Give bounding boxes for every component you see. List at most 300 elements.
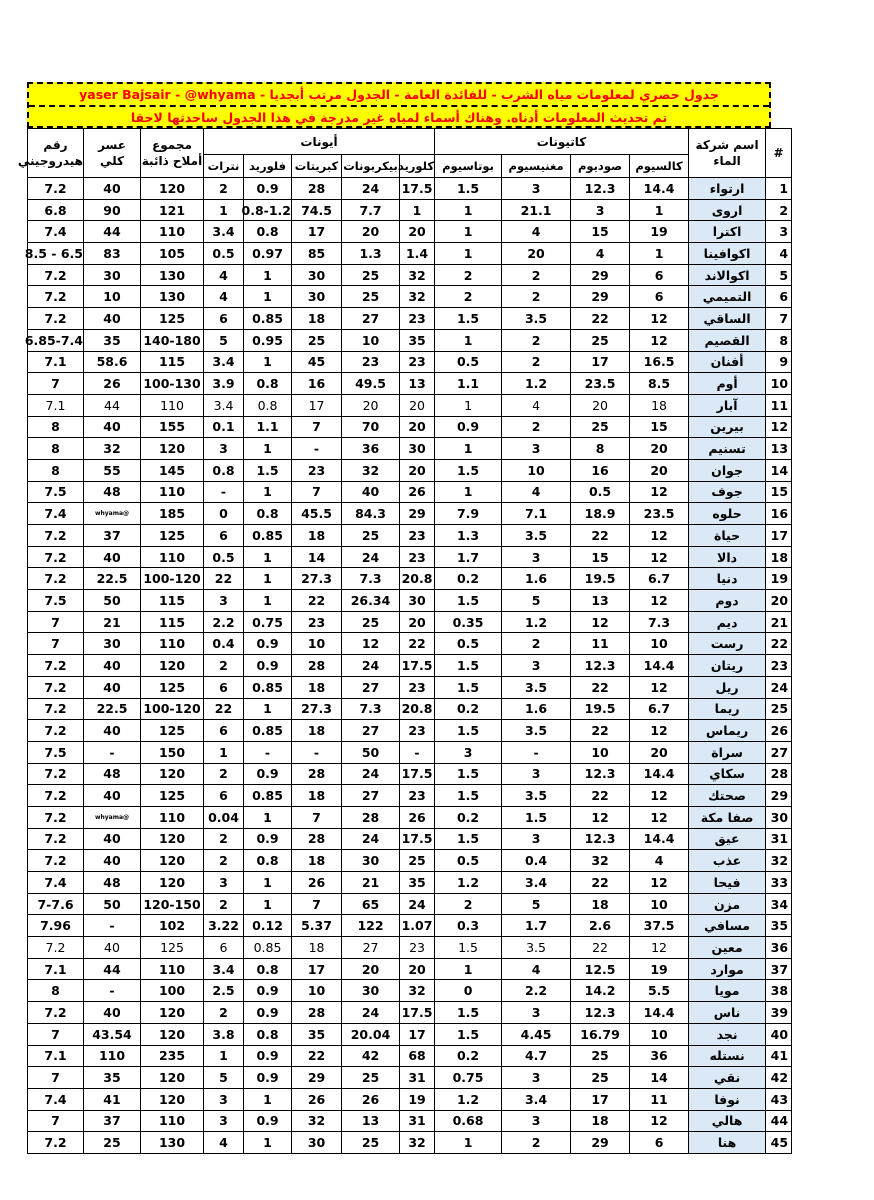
cell-potassium: 1.2 [435,1088,502,1110]
cell-sulfate: 18 [292,676,342,698]
cell-bicarbonate: 30 [342,850,400,872]
cell-chloride: 26 [400,481,435,503]
cell-nitrate: 3.4 [204,221,244,243]
cell-potassium: 0.2 [435,698,502,720]
cell-potassium: 1.2 [435,872,502,894]
cell-ph: 7.2 [28,308,84,330]
cell-nitrate: 0.8 [204,459,244,481]
table-row [28,720,792,742]
cell-fluoride: 1 [244,568,292,590]
company-name: مزن [689,893,766,915]
row-number: 18 [766,546,792,568]
company-name: نوفا [689,1088,766,1110]
cell-potassium: 1.5 [435,720,502,742]
cell-bicarbonate: 25 [342,611,400,633]
cell-calcium: 6.7 [630,568,689,590]
cell-nitrate: 5 [204,329,244,351]
cell-fluoride: 0.9 [244,1067,292,1089]
cell-sodium: 18 [571,893,630,915]
cell-potassium: 1.5 [435,178,502,200]
company-name: مسافي [689,915,766,937]
row-number: 2 [766,199,792,221]
cell-chloride: 68 [400,1045,435,1067]
cell-potassium: 2 [435,264,502,286]
cell-ph: 7 [28,633,84,655]
cell-nitrate: 3 [204,1110,244,1132]
cell-tds: 110 [141,806,204,828]
cell-tds: 115 [141,351,204,373]
cell-ph: 7.2 [28,546,84,568]
cell-potassium: 1.3 [435,525,502,547]
cell-tds: 185 [141,503,204,525]
company-name: دالا [689,546,766,568]
cell-bicarbonate: 70 [342,416,400,438]
row-number: 16 [766,503,792,525]
cell-magnesium: 5 [502,590,571,612]
cell-sodium: 22 [571,676,630,698]
cell-tds: 120 [141,872,204,894]
cell-fluoride: 0.9 [244,1110,292,1132]
cell-fluoride: 0.9 [244,828,292,850]
cell-potassium: 7.9 [435,503,502,525]
row-number: 21 [766,611,792,633]
cell-magnesium: 3.5 [502,720,571,742]
cell-tds: 120 [141,1088,204,1110]
cell-sulfate: 28 [292,178,342,200]
cell-calcium: 15 [630,416,689,438]
cell-sulfate: 26 [292,1088,342,1110]
cell-sulfate: 28 [292,763,342,785]
cell-tds: 140-180 [141,329,204,351]
cell-sulfate: - [292,438,342,460]
company-name: ريل [689,676,766,698]
cell-ph: 7.2 [28,178,84,200]
cell-sodium: 29 [571,264,630,286]
cell-ph: 7.1 [28,394,84,416]
table-row [28,459,792,481]
cell-bicarbonate: 20 [342,394,400,416]
cell-magnesium: 3.5 [502,525,571,547]
table-row [28,546,792,568]
cell-calcium: 10 [630,1023,689,1045]
banner-update-note: تم تحديث المعلومات أدناه. وهناك أسماء لمياه غير مدرجة في هذا الجدول ساحدثها لاحقا [130,110,668,125]
cell-sulfate: 30 [292,264,342,286]
cell-fluoride: 1 [244,893,292,915]
cell-sulfate: 27.3 [292,568,342,590]
cell-nitrate: 2.2 [204,611,244,633]
cell-sodium: 17 [571,1088,630,1110]
cell-hardness: 21 [84,611,141,633]
company-name: اكوالاند [689,264,766,286]
cell-calcium: 11 [630,1088,689,1110]
cell-ph: 7.2 [28,655,84,677]
cell-chloride: 23 [400,308,435,330]
header-tds: مجموع أملاح ذائبة [141,129,204,178]
cell-chloride: 23 [400,720,435,742]
cell-sodium: 19.5 [571,568,630,590]
cell-magnesium: 3 [502,828,571,850]
company-name: ريماس [689,720,766,742]
cell-sodium: 2.6 [571,915,630,937]
company-name: معين [689,937,766,959]
company-name: أفنان [689,351,766,373]
cell-calcium: 14 [630,1067,689,1089]
table-row [28,351,792,373]
cell-hardness: - [84,741,141,763]
cell-potassium: 0.2 [435,568,502,590]
cell-tds: 155 [141,416,204,438]
cell-tds: 121 [141,199,204,221]
cell-bicarbonate: 12 [342,633,400,655]
company-name: ريتان [689,655,766,677]
cell-potassium: 0 [435,980,502,1002]
cell-sodium: 3 [571,199,630,221]
company-name: سراة [689,741,766,763]
cell-ph: 8 [28,416,84,438]
cell-potassium: 1.5 [435,937,502,959]
cell-magnesium: 3 [502,546,571,568]
header-nitrate: نترات [204,155,244,178]
table-row [28,438,792,460]
cell-hardness: 40 [84,676,141,698]
cell-nitrate: 4 [204,264,244,286]
cell-calcium: 6 [630,1132,689,1154]
cell-fluoride: 0.85 [244,785,292,807]
cell-potassium: 1.1 [435,373,502,395]
cell-nitrate: 22 [204,568,244,590]
cell-ph: 8 [28,438,84,460]
cell-sodium: 22 [571,720,630,742]
cell-potassium: 1.5 [435,763,502,785]
cell-ph: 7.5 [28,590,84,612]
cell-nitrate: 3.4 [204,351,244,373]
cell-calcium: 12 [630,872,689,894]
cell-ph: 6.5 - 8.5 [28,243,84,265]
company-name: آبار [689,394,766,416]
company-name: حلوه [689,503,766,525]
header-company: اسم شركة الماء [689,129,766,178]
cell-sodium: 25 [571,329,630,351]
cell-magnesium: 0.4 [502,850,571,872]
cell-tds: 120 [141,1023,204,1045]
cell-sodium: 12.3 [571,1002,630,1024]
cell-fluoride: 0.85 [244,676,292,698]
cell-chloride: 29 [400,503,435,525]
cell-potassium: 3 [435,741,502,763]
cell-tds: 125 [141,525,204,547]
cell-fluoride: 1 [244,1132,292,1154]
cell-calcium: 12 [630,806,689,828]
company-name: مويا [689,980,766,1002]
header-magnesium: مغنيسيوم [502,155,571,178]
cell-sulfate: 18 [292,785,342,807]
row-number: 7 [766,308,792,330]
cell-nitrate: 2 [204,828,244,850]
cell-hardness: 40 [84,546,141,568]
cell-chloride: 1 [400,199,435,221]
cell-tds: 105 [141,243,204,265]
row-number: 26 [766,720,792,742]
cell-potassium: 0.35 [435,611,502,633]
cell-sodium: 32 [571,850,630,872]
cell-ph: 7.96 [28,915,84,937]
cell-chloride: 20 [400,459,435,481]
cell-potassium: 2 [435,893,502,915]
company-name: اروى [689,199,766,221]
cell-ph: 7 [28,611,84,633]
cell-potassium: 0.5 [435,633,502,655]
cell-sulfate: 23 [292,611,342,633]
cell-calcium: 1 [630,199,689,221]
cell-fluoride: 1 [244,590,292,612]
cell-magnesium: - [502,741,571,763]
cell-sulfate: 26 [292,872,342,894]
cell-hardness: 37 [84,525,141,547]
cell-tds: 130 [141,1132,204,1154]
cell-calcium: 6.7 [630,698,689,720]
cell-nitrate: 3.9 [204,373,244,395]
cell-chloride: 20 [400,221,435,243]
cell-magnesium: 3 [502,1067,571,1089]
header-cations: كاتيونات [435,129,689,155]
cell-tds: 130 [141,264,204,286]
cell-calcium: 12 [630,546,689,568]
cell-sodium: 15 [571,221,630,243]
cell-potassium: 1.5 [435,676,502,698]
cell-hardness: 43.54 [84,1023,141,1045]
row-number: 10 [766,373,792,395]
table-body [24,178,792,1154]
cell-ph: 7.1 [28,1045,84,1067]
cell-sulfate: 29 [292,1067,342,1089]
table-row [28,676,792,698]
cell-calcium: 16.5 [630,351,689,373]
table-row [28,828,792,850]
cell-hardness: 58.6 [84,351,141,373]
cell-ph: 7.2 [28,763,84,785]
cell-nitrate: 6 [204,937,244,959]
table-row [28,221,792,243]
cell-calcium: 36 [630,1045,689,1067]
cell-magnesium: 3 [502,763,571,785]
table-row [28,1067,792,1089]
cell-magnesium: 3.4 [502,872,571,894]
company-name: ريما [689,698,766,720]
cell-tds: 145 [141,459,204,481]
cell-ph: 7.2 [28,785,84,807]
cell-bicarbonate: 49.5 [342,373,400,395]
table-row [28,568,792,590]
cell-sodium: 22 [571,937,630,959]
cell-ph: 7.2 [28,525,84,547]
cell-calcium: 12 [630,308,689,330]
cell-ph: 7 [28,373,84,395]
cell-potassium: 1.5 [435,1023,502,1045]
company-name: ارتواء [689,178,766,200]
table-row [28,1132,792,1154]
cell-bicarbonate: 24 [342,655,400,677]
cell-calcium: 20 [630,741,689,763]
banner-title: جدول حصري لمعلومات مياه الشرب - للفائدة العامة - الجدول مرتب أبجديا - yaser Bajsair - @whyama [29,84,769,107]
cell-chloride: 23 [400,937,435,959]
cell-hardness: 44 [84,958,141,980]
cell-tds: 150 [141,741,204,763]
cell-chloride: 23 [400,525,435,547]
cell-potassium: 0.3 [435,915,502,937]
cell-fluoride: 1.1 [244,416,292,438]
cell-ph: 7.4 [28,872,84,894]
cell-hardness: 48 [84,872,141,894]
cell-sodium: 15 [571,546,630,568]
cell-nitrate: 0.4 [204,633,244,655]
cell-calcium: 7.3 [630,611,689,633]
cell-chloride: 17 [400,1023,435,1045]
cell-potassium: 0.2 [435,1045,502,1067]
cell-bicarbonate: 122 [342,915,400,937]
header-bicarbonate: بيكربونات [342,155,400,178]
cell-sulfate: 22 [292,1045,342,1067]
cell-ph: 7.2 [28,850,84,872]
company-name: صفا مكة [689,806,766,828]
cell-sodium: 16.79 [571,1023,630,1045]
table-row [28,893,792,915]
cell-tds: 110 [141,394,204,416]
cell-tds: 125 [141,785,204,807]
cell-fluoride: 1 [244,264,292,286]
cell-bicarbonate: 27 [342,720,400,742]
cell-magnesium: 4 [502,958,571,980]
cell-sodium: 23.5 [571,373,630,395]
cell-ph: 7-7.6 [28,893,84,915]
cell-sulfate: 28 [292,1002,342,1024]
cell-hardness: 26 [84,373,141,395]
cell-nitrate: 4 [204,1132,244,1154]
cell-calcium: 19 [630,958,689,980]
cell-bicarbonate: 10 [342,329,400,351]
cell-magnesium: 10 [502,459,571,481]
cell-hardness: 22.5 [84,568,141,590]
cell-sulfate: 23 [292,459,342,481]
table-row [28,915,792,937]
cell-chloride: 25 [400,850,435,872]
cell-hardness: 40 [84,720,141,742]
table-row [28,286,792,308]
cell-chloride: 17.5 [400,763,435,785]
cell-sulfate: 17 [292,394,342,416]
row-number: 17 [766,525,792,547]
cell-bicarbonate: 25 [342,264,400,286]
cell-fluoride: 0.8 [244,394,292,416]
cell-potassium: 1 [435,221,502,243]
company-name: عيق [689,828,766,850]
cell-hardness: 35 [84,1067,141,1089]
cell-calcium: 19 [630,221,689,243]
cell-hardness: 25 [84,1132,141,1154]
cell-nitrate: 3 [204,1088,244,1110]
cell-hardness: 40 [84,937,141,959]
cell-nitrate: 3.8 [204,1023,244,1045]
cell-sulfate: 45.5 [292,503,342,525]
cell-tds: 120-150 [141,893,204,915]
cell-magnesium: 2 [502,329,571,351]
cell-chloride: 19 [400,1088,435,1110]
cell-tds: 125 [141,937,204,959]
cell-sodium: 22 [571,525,630,547]
cell-tds: 110 [141,1110,204,1132]
cell-sulfate: - [292,741,342,763]
cell-nitrate: 0.04 [204,806,244,828]
company-name: التميمي [689,286,766,308]
cell-magnesium: 3 [502,1110,571,1132]
cell-sodium: 12.5 [571,958,630,980]
cell-nitrate: 2 [204,763,244,785]
cell-sulfate: 32 [292,1110,342,1132]
cell-calcium: 12 [630,590,689,612]
cell-sulfate: 10 [292,980,342,1002]
cell-bicarbonate: 20 [342,958,400,980]
cell-chloride: 20 [400,416,435,438]
table-row [28,264,792,286]
table-row [28,199,792,221]
cell-sodium: 17 [571,351,630,373]
table-row [28,958,792,980]
cell-potassium: 1.5 [435,590,502,612]
cell-fluoride: 0.8 [244,221,292,243]
table-row [28,373,792,395]
cell-calcium: 12 [630,720,689,742]
cell-ph: 7.4 [28,503,84,525]
cell-sodium: 25 [571,1045,630,1067]
cell-sulfate: 18 [292,850,342,872]
cell-fluoride: 0.8 [244,958,292,980]
header-fluoride: فلوريد [244,155,292,178]
cell-calcium: 12 [630,329,689,351]
cell-sulfate: 18 [292,937,342,959]
table-row [28,937,792,959]
cell-hardness: 32 [84,438,141,460]
cell-bicarbonate: 1.3 [342,243,400,265]
cell-potassium: 1 [435,1132,502,1154]
cell-magnesium: 4 [502,221,571,243]
cell-tds: 100-130 [141,373,204,395]
cell-potassium: 1 [435,958,502,980]
cell-calcium: 6 [630,264,689,286]
cell-nitrate: 2 [204,850,244,872]
water-info-table [17,128,792,1154]
cell-sodium: 12.3 [571,763,630,785]
cell-chloride: 17.5 [400,655,435,677]
cell-chloride: 17.5 [400,1002,435,1024]
cell-sodium: 18.9 [571,503,630,525]
cell-chloride: 20 [400,958,435,980]
cell-calcium: 12 [630,1110,689,1132]
table-row [28,655,792,677]
company-name: أوم [689,373,766,395]
cell-sodium: 29 [571,1132,630,1154]
row-number: 13 [766,438,792,460]
cell-bicarbonate: 40 [342,481,400,503]
row-number: 39 [766,1002,792,1024]
cell-potassium: 0.5 [435,351,502,373]
table-row [28,481,792,503]
company-name: جوف [689,481,766,503]
cell-calcium: 10 [630,893,689,915]
cell-nitrate: 2 [204,1002,244,1024]
cell-magnesium: 4.7 [502,1045,571,1067]
cell-magnesium: 1.7 [502,915,571,937]
cell-bicarbonate: 7.7 [342,199,400,221]
cell-hardness: 50 [84,893,141,915]
